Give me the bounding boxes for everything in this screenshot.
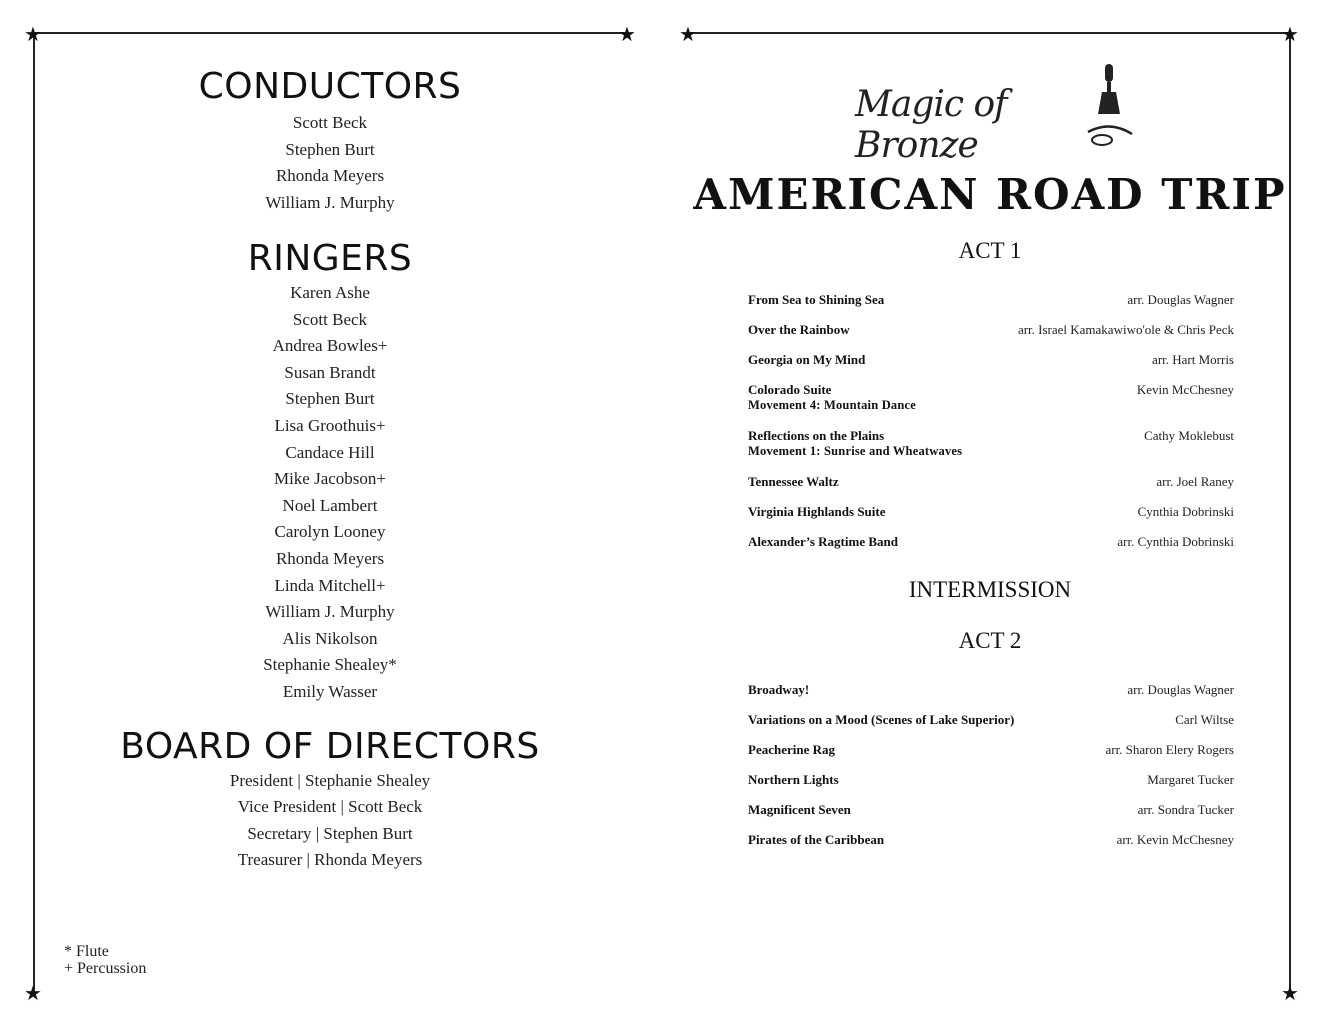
act2-program-list — [748, 682, 1234, 862]
star-icon: ★ — [24, 981, 42, 1005]
list-item: Andrea Bowles+ — [272, 336, 388, 356]
piece-arranger: arr. Sondra Tucker — [1137, 802, 1234, 817]
program-item — [748, 682, 1234, 712]
piece-title: Georgia on My Mind — [748, 352, 866, 367]
list-item: Stephen Burt — [285, 389, 375, 409]
piece-arranger: arr. Israel Kamakawiwo'ole & Chris Peck — [1017, 322, 1234, 337]
list-item: Stephanie Shealey* — [263, 655, 397, 675]
list-item: Treasurer | Rhonda Meyers — [237, 849, 423, 869]
piece-title: From Sea to Shining Sea — [748, 292, 885, 307]
piece-arranger: arr. Douglas Wagner — [1127, 682, 1234, 697]
piece-title: Reflections on the Plains — [748, 428, 885, 443]
program-item — [748, 772, 1234, 802]
piece-movement: Movement 1: Sunrise and Wheatwaves — [748, 444, 963, 458]
list-item: Noel Lambert — [282, 495, 378, 515]
list-item: Susan Brandt — [284, 362, 376, 382]
piece-title: Peacherine Rag — [748, 742, 836, 757]
conductors-list — [0, 110, 660, 216]
list-item: Mike Jacobson+ — [273, 469, 387, 489]
logo-text: Magic of Bronze — [855, 84, 1007, 166]
act1-program-list — [748, 292, 1234, 564]
star-icon: ★ — [1281, 981, 1299, 1005]
piece-arranger: arr. Douglas Wagner — [1127, 292, 1234, 307]
list-item: William J. Murphy — [265, 192, 395, 212]
board-heading: BOARD OF DIRECTORS — [120, 726, 540, 767]
list-item: President | Stephanie Shealey — [229, 771, 431, 790]
piece-title: Variations on a Mood (Scenes of Lake Superior) — [748, 712, 1015, 727]
page-title: AMERICAN ROAD TRIP — [693, 170, 1287, 219]
program-item — [748, 534, 1234, 564]
piece-arranger: arr. Kevin McChesney — [1116, 832, 1234, 847]
conductors-heading: CONDUCTORS — [198, 66, 462, 107]
star-icon: ★ — [679, 22, 697, 46]
intermission-heading: INTERMISSION — [908, 577, 1072, 602]
piece-arranger: Cynthia Dobrinski — [1137, 504, 1234, 519]
act2-heading: ACT 2 — [958, 628, 1022, 653]
list-item: Rhonda Meyers — [275, 166, 385, 185]
program-item — [748, 292, 1234, 322]
piece-arranger: arr. Sharon Elery Rogers — [1105, 742, 1234, 757]
star-icon: ★ — [1281, 22, 1299, 46]
piece-title: Virginia Highlands Suite — [748, 504, 886, 519]
piece-title: Tennessee Waltz — [748, 474, 839, 489]
list-item: Stephen Burt — [285, 139, 375, 159]
piece-arranger: Carl Wiltse — [1175, 712, 1234, 727]
list-item: Scott Beck — [292, 309, 368, 329]
piece-arranger: arr. Joel Raney — [1156, 474, 1234, 489]
piece-title: Pirates of the Caribbean — [748, 832, 885, 847]
piece-title: Northern Lights — [748, 772, 839, 787]
ringers-heading: RINGERS — [247, 238, 413, 279]
list-item: Rhonda Meyers — [275, 548, 385, 568]
right-page — [660, 0, 1320, 1020]
piece-title: Over the Rainbow — [748, 322, 850, 337]
list-item: Vice President | Scott Beck — [237, 797, 423, 817]
list-item: Lisa Groothuis+ — [274, 415, 386, 435]
piece-movement: Movement 4: Mountain Dance — [748, 398, 917, 412]
footnote-percussion: + Percussion — [64, 960, 147, 977]
list-item: Emily Wasser — [282, 681, 378, 701]
list-item: Candace Hill — [285, 442, 375, 462]
list-item: Secretary | Stephen Burt — [247, 823, 413, 843]
piece-arranger: Margaret Tucker — [1147, 772, 1234, 787]
program-item — [748, 322, 1234, 352]
program-item — [748, 802, 1234, 832]
star-icon: ★ — [24, 22, 42, 46]
piece-arranger: Kevin McChesney — [1136, 382, 1234, 397]
footnotes — [64, 943, 146, 977]
magic-of-bronze-logo — [855, 62, 1135, 166]
list-item: Alis Nikolson — [282, 628, 378, 648]
list-item: Linda Mitchell+ — [274, 575, 386, 595]
list-item: Carolyn Looney — [274, 522, 386, 542]
top-border-line — [690, 32, 1290, 34]
piece-title: Broadway! — [748, 682, 810, 697]
list-item: Scott Beck — [292, 113, 368, 132]
footnote-flute: * Flute — [64, 943, 109, 960]
piece-arranger: arr. Cynthia Dobrinski — [1117, 534, 1234, 549]
program-item — [748, 832, 1234, 862]
star-icon: ★ — [618, 22, 636, 46]
piece-title: Magnificent Seven — [748, 802, 851, 817]
list-item: Karen Ashe — [290, 283, 370, 302]
program-item — [748, 742, 1234, 772]
program-item — [748, 504, 1234, 534]
piece-arranger: arr. Hart Morris — [1152, 352, 1234, 367]
act1-heading: ACT 1 — [958, 238, 1022, 263]
ringers-list — [0, 280, 660, 706]
piece-title: Alexander’s Ragtime Band — [748, 534, 898, 549]
program-item — [748, 382, 1234, 428]
list-item: William J. Murphy — [265, 602, 395, 622]
program-item — [748, 474, 1234, 504]
piece-arranger: Cathy Moklebust — [1144, 428, 1234, 443]
handbell-icon — [1080, 62, 1140, 152]
program-item — [748, 712, 1234, 742]
piece-title: Colorado Suite — [748, 382, 832, 397]
program-item — [748, 352, 1234, 382]
program-item — [748, 428, 1234, 474]
top-border-line — [34, 32, 628, 34]
board-list — [0, 768, 660, 873]
